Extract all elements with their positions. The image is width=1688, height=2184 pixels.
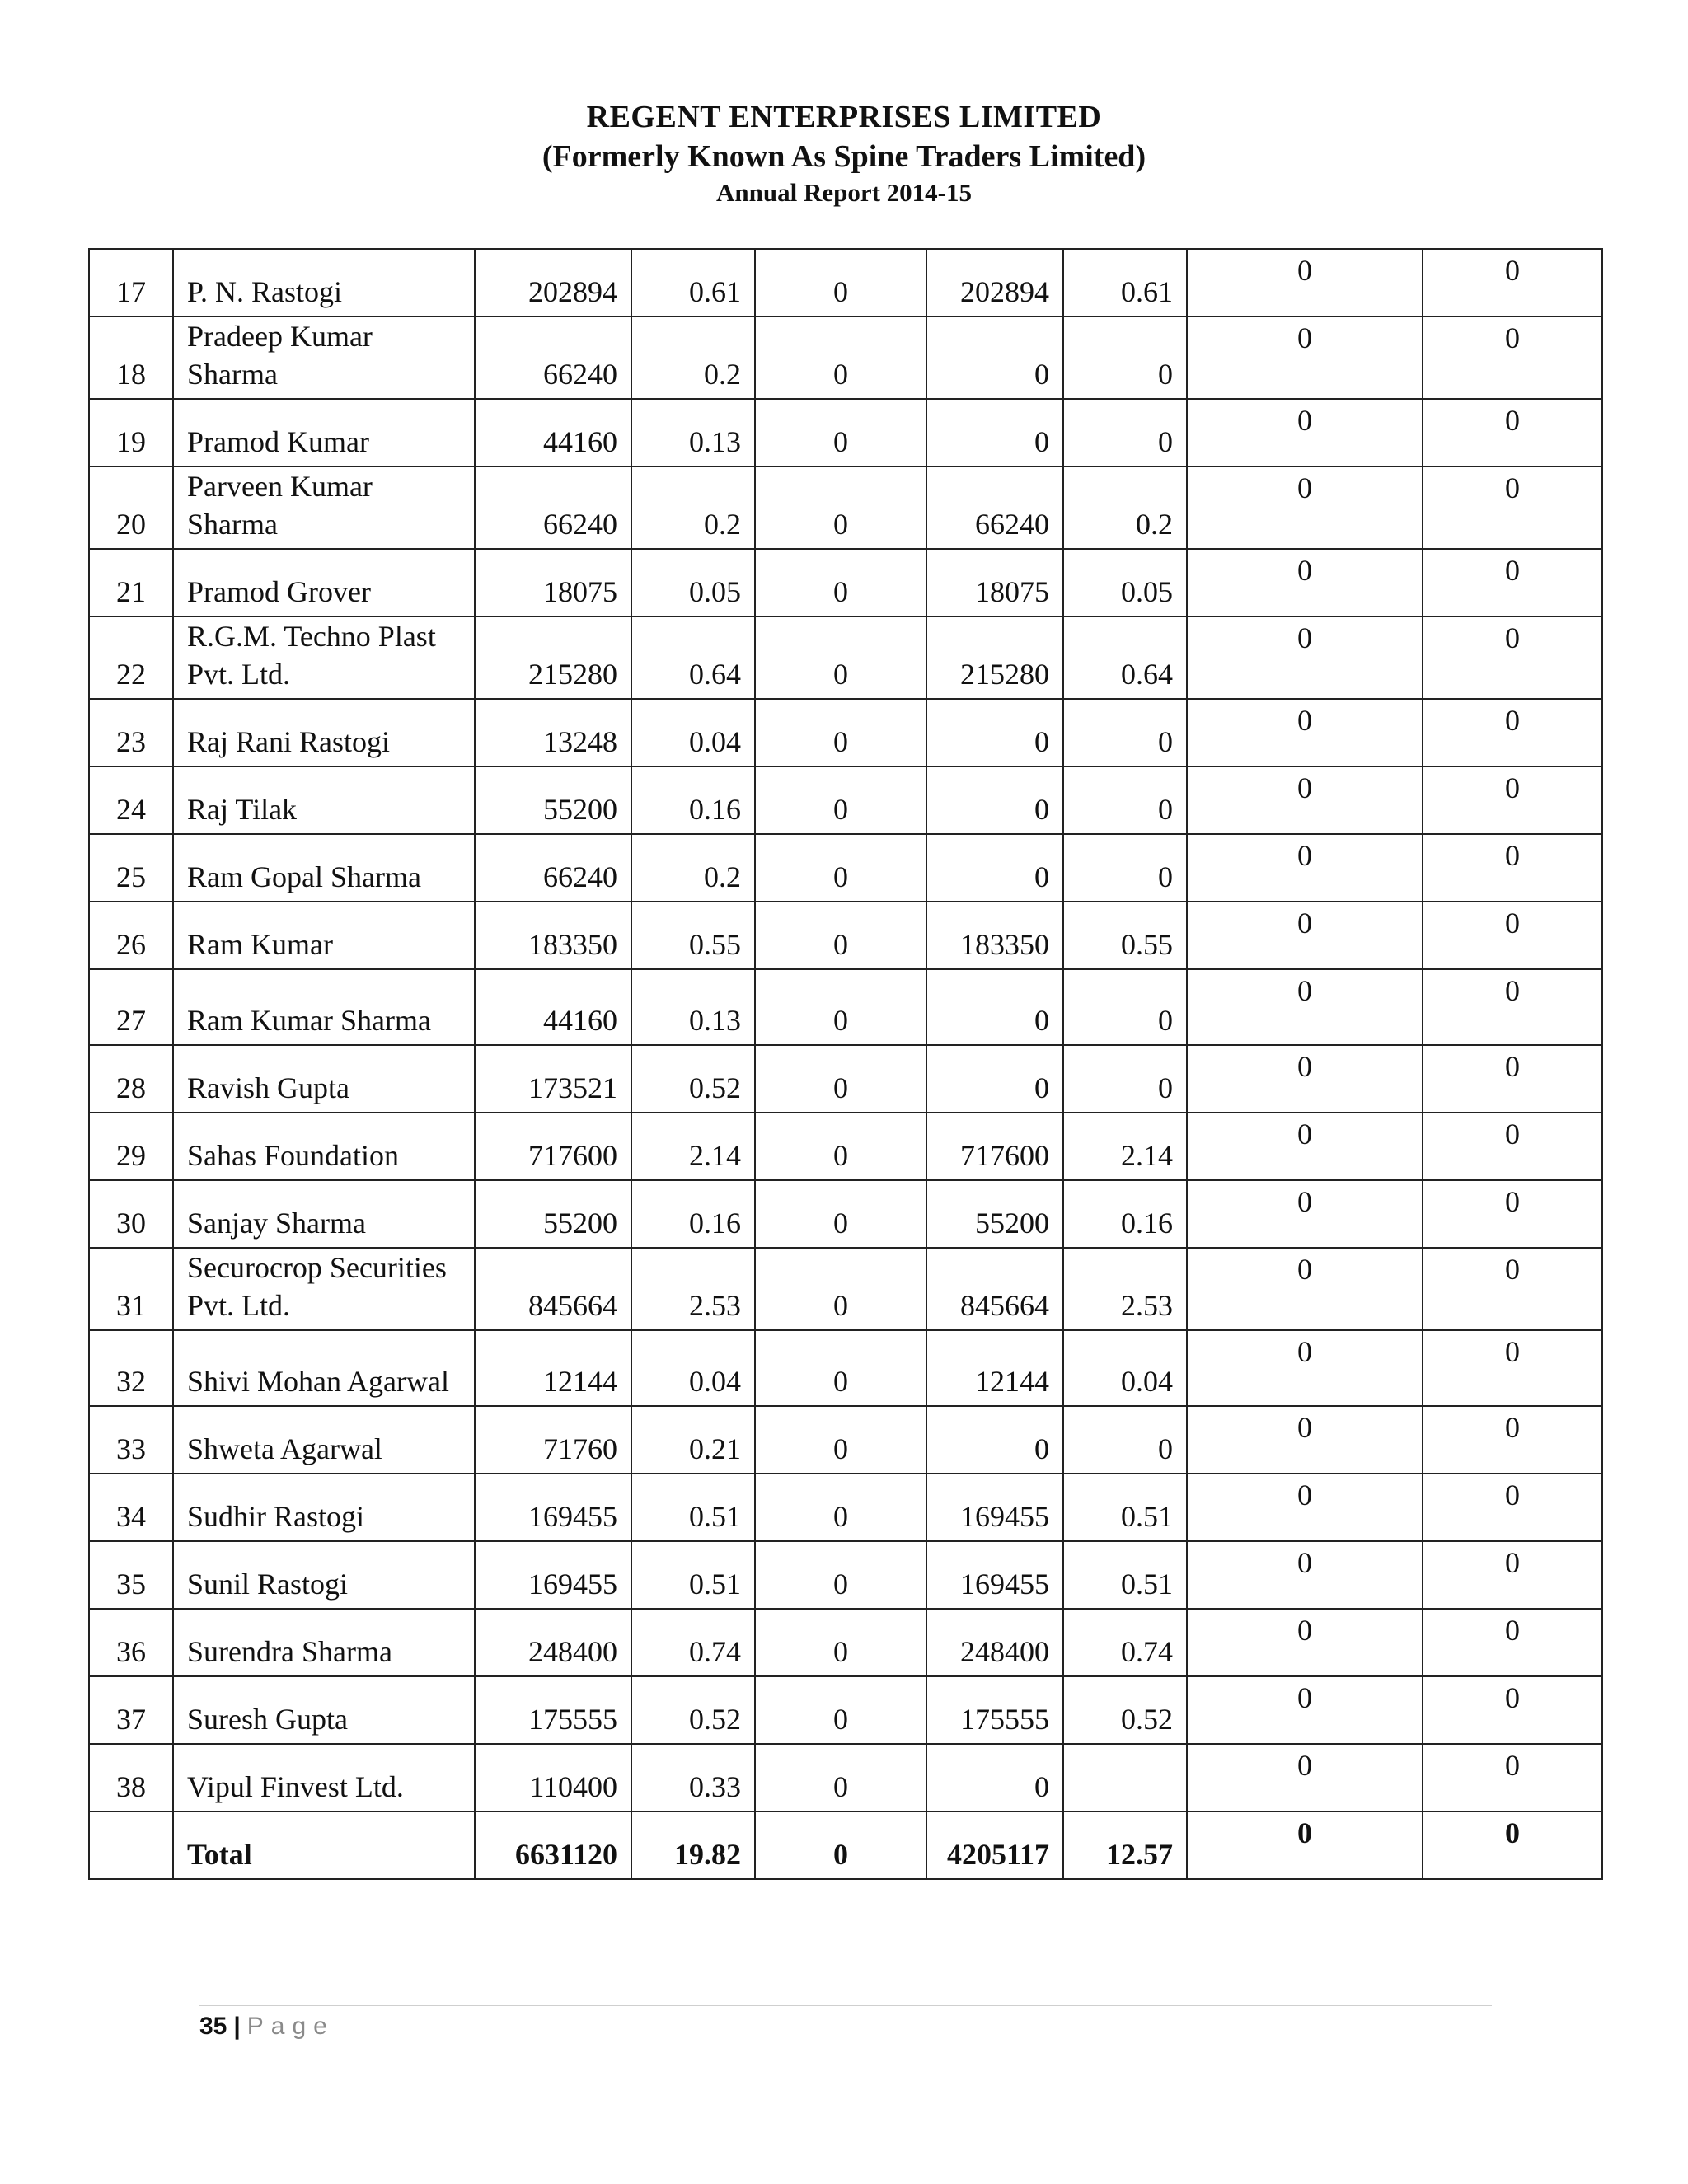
shares-held-cell: 71760	[475, 1406, 631, 1474]
change-percent-cell: 0	[1423, 249, 1602, 316]
percent-shares-cell: 0.16	[631, 766, 755, 834]
percent-shares-cell: 0.2	[631, 834, 755, 902]
table-row	[89, 249, 1602, 316]
page-number: 35	[199, 2013, 227, 2040]
shareholder-name-cell: Total	[173, 1811, 475, 1879]
pledged-end-cell: 0	[1187, 969, 1423, 1045]
shares-end-cell: 248400	[926, 1609, 1063, 1676]
serial-number-cell: 33	[89, 1406, 173, 1474]
shares-held-cell: 110400	[475, 1744, 631, 1811]
percent-shares-cell: 0.52	[631, 1676, 755, 1744]
shareholder-name-cell: Pramod Kumar	[173, 399, 475, 466]
shares-end-cell: 0	[926, 699, 1063, 766]
pledged-shares-cell: 0	[755, 766, 926, 834]
percent-shares-cell: 0.13	[631, 969, 755, 1045]
percent-shares-cell: 0.2	[631, 316, 755, 399]
change-percent-cell: 0	[1423, 1676, 1602, 1744]
percent-end-cell: 0.04	[1063, 1330, 1187, 1406]
percent-end-cell: 0.05	[1063, 549, 1187, 616]
percent-shares-cell: 2.53	[631, 1248, 755, 1330]
pledged-shares-cell: 0	[755, 249, 926, 316]
shares-held-cell: 55200	[475, 1180, 631, 1248]
percent-end-cell: 0	[1063, 316, 1187, 399]
shares-end-cell: 0	[926, 1406, 1063, 1474]
shares-end-cell: 215280	[926, 616, 1063, 699]
shares-end-cell: 0	[926, 316, 1063, 399]
pledged-end-cell: 0	[1187, 1180, 1423, 1248]
percent-shares-cell: 0.21	[631, 1406, 755, 1474]
percent-end-cell: 2.53	[1063, 1248, 1187, 1330]
shares-held-cell: 169455	[475, 1541, 631, 1609]
percent-shares-cell: 0.51	[631, 1474, 755, 1541]
pledged-end-cell: 0	[1187, 1406, 1423, 1474]
pledged-end-cell: 0	[1187, 1609, 1423, 1676]
percent-shares-cell: 0.74	[631, 1609, 755, 1676]
change-percent-cell: 0	[1423, 902, 1602, 969]
table-row	[89, 902, 1602, 969]
shareholder-name-cell: Sanjay Sharma	[173, 1180, 475, 1248]
shares-held-cell: 18075	[475, 549, 631, 616]
percent-shares-cell: 0.16	[631, 1180, 755, 1248]
change-percent-cell: 0	[1423, 1180, 1602, 1248]
percent-end-cell: 0	[1063, 834, 1187, 902]
serial-number-cell: 18	[89, 316, 173, 399]
table-row	[89, 1330, 1602, 1406]
pledged-shares-cell: 0	[755, 466, 926, 549]
page-footer	[199, 2013, 335, 2041]
percent-shares-cell: 0.64	[631, 616, 755, 699]
percent-shares-cell: 2.14	[631, 1113, 755, 1180]
percent-shares-cell: 0.52	[631, 1045, 755, 1113]
change-percent-cell: 0	[1423, 399, 1602, 466]
shares-held-cell: 175555	[475, 1676, 631, 1744]
shares-held-cell: 66240	[475, 834, 631, 902]
shares-held-cell: 173521	[475, 1045, 631, 1113]
change-percent-cell: 0	[1423, 466, 1602, 549]
change-percent-cell: 0	[1423, 1330, 1602, 1406]
shares-end-cell: 66240	[926, 466, 1063, 549]
page-separator: |	[233, 2013, 241, 2040]
table-row	[89, 1248, 1602, 1330]
change-percent-cell: 0	[1423, 616, 1602, 699]
pledged-shares-cell: 0	[755, 1609, 926, 1676]
shares-held-cell: 202894	[475, 249, 631, 316]
change-percent-cell: 0	[1423, 1811, 1602, 1879]
report-header	[0, 97, 1688, 209]
percent-end-cell: 2.14	[1063, 1113, 1187, 1180]
shares-end-cell: 717600	[926, 1113, 1063, 1180]
serial-number-cell: 19	[89, 399, 173, 466]
pledged-end-cell: 0	[1187, 766, 1423, 834]
serial-number-cell: 30	[89, 1180, 173, 1248]
serial-number-cell: 35	[89, 1541, 173, 1609]
shares-end-cell: 169455	[926, 1474, 1063, 1541]
company-title: REGENT ENTERPRISES LIMITED	[586, 100, 1102, 134]
table-row	[89, 699, 1602, 766]
serial-number-cell: 28	[89, 1045, 173, 1113]
change-percent-cell: 0	[1423, 549, 1602, 616]
pledged-shares-cell: 0	[755, 316, 926, 399]
percent-end-cell: 0.16	[1063, 1180, 1187, 1248]
shareholder-name-cell: Raj Rani Rastogi	[173, 699, 475, 766]
pledged-shares-cell: 0	[755, 1744, 926, 1811]
serial-number-cell: 36	[89, 1609, 173, 1676]
percent-shares-cell: 0.61	[631, 249, 755, 316]
pledged-shares-cell: 0	[755, 699, 926, 766]
pledged-end-cell: 0	[1187, 549, 1423, 616]
pledged-end-cell: 0	[1187, 316, 1423, 399]
shares-held-cell: 248400	[475, 1609, 631, 1676]
percent-shares-cell: 0.05	[631, 549, 755, 616]
change-percent-cell: 0	[1423, 1045, 1602, 1113]
percent-end-cell: 0.51	[1063, 1474, 1187, 1541]
pledged-shares-cell: 0	[755, 1045, 926, 1113]
change-percent-cell: 0	[1423, 316, 1602, 399]
serial-number-cell: 22	[89, 616, 173, 699]
pledged-end-cell: 0	[1187, 1113, 1423, 1180]
percent-shares-cell: 0.2	[631, 466, 755, 549]
shares-held-cell: 183350	[475, 902, 631, 969]
percent-shares-cell: 19.82	[631, 1811, 755, 1879]
pledged-shares-cell: 0	[755, 1811, 926, 1879]
shareholding-table	[88, 248, 1603, 1880]
percent-end-cell: 12.57	[1063, 1811, 1187, 1879]
pledged-shares-cell: 0	[755, 616, 926, 699]
shareholder-name-cell: Ram Kumar	[173, 902, 475, 969]
percent-end-cell: 0.55	[1063, 902, 1187, 969]
serial-number-cell: 21	[89, 549, 173, 616]
percent-shares-cell: 0.33	[631, 1744, 755, 1811]
shareholder-name-cell: Shivi Mohan Agarwal	[173, 1330, 475, 1406]
table-row	[89, 1180, 1602, 1248]
percent-end-cell: 0	[1063, 1045, 1187, 1113]
pledged-shares-cell: 0	[755, 1248, 926, 1330]
pledged-end-cell: 0	[1187, 1045, 1423, 1113]
pledged-shares-cell: 0	[755, 1330, 926, 1406]
pledged-end-cell: 0	[1187, 834, 1423, 902]
pledged-end-cell: 0	[1187, 1811, 1423, 1879]
change-percent-cell: 0	[1423, 1744, 1602, 1811]
change-percent-cell: 0	[1423, 1474, 1602, 1541]
pledged-shares-cell: 0	[755, 902, 926, 969]
serial-number-cell: 17	[89, 249, 173, 316]
change-percent-cell: 0	[1423, 699, 1602, 766]
shareholder-name-cell: Ram Gopal Sharma	[173, 834, 475, 902]
page-label: Page	[246, 2013, 335, 2040]
pledged-shares-cell: 0	[755, 549, 926, 616]
shares-end-cell: 0	[926, 1045, 1063, 1113]
change-percent-cell: 0	[1423, 1113, 1602, 1180]
shareholder-name-cell: Ram Kumar Sharma	[173, 969, 475, 1045]
percent-shares-cell: 0.04	[631, 1330, 755, 1406]
shareholder-name-cell: Parveen Kumar Sharma	[173, 466, 475, 549]
table-row	[89, 766, 1602, 834]
shareholder-name-cell: Pramod Grover	[173, 549, 475, 616]
shareholder-name-cell: R.G.M. Techno Plast Pvt. Ltd.	[173, 616, 475, 699]
table-row	[89, 969, 1602, 1045]
pledged-end-cell: 0	[1187, 902, 1423, 969]
footer-divider	[199, 2005, 1492, 2006]
serial-number-cell: 34	[89, 1474, 173, 1541]
shares-end-cell: 12144	[926, 1330, 1063, 1406]
shares-end-cell: 18075	[926, 549, 1063, 616]
shares-end-cell: 175555	[926, 1676, 1063, 1744]
pledged-shares-cell: 0	[755, 1180, 926, 1248]
pledged-end-cell: 0	[1187, 399, 1423, 466]
serial-number-cell: 23	[89, 699, 173, 766]
change-percent-cell: 0	[1423, 834, 1602, 902]
shareholder-name-cell: P. N. Rastogi	[173, 249, 475, 316]
table-row	[89, 399, 1602, 466]
pledged-end-cell: 0	[1187, 699, 1423, 766]
serial-number-cell: 27	[89, 969, 173, 1045]
shares-held-cell: 66240	[475, 316, 631, 399]
percent-shares-cell: 0.55	[631, 902, 755, 969]
percent-end-cell: 0	[1063, 969, 1187, 1045]
pledged-end-cell: 0	[1187, 616, 1423, 699]
pledged-end-cell: 0	[1187, 1744, 1423, 1811]
table-body	[89, 249, 1602, 1879]
shares-held-cell: 12144	[475, 1330, 631, 1406]
change-percent-cell: 0	[1423, 1541, 1602, 1609]
report-name: Annual Report 2014-15	[715, 178, 972, 207]
percent-end-cell: 0.52	[1063, 1676, 1187, 1744]
table-row	[89, 1406, 1602, 1474]
table-row	[89, 1676, 1602, 1744]
change-percent-cell: 0	[1423, 1406, 1602, 1474]
shares-held-cell: 215280	[475, 616, 631, 699]
shares-end-cell: 202894	[926, 249, 1063, 316]
shares-held-cell: 44160	[475, 969, 631, 1045]
pledged-end-cell: 0	[1187, 1330, 1423, 1406]
table-row	[89, 616, 1602, 699]
percent-shares-cell: 0.51	[631, 1541, 755, 1609]
percent-end-cell: 0.74	[1063, 1609, 1187, 1676]
pledged-shares-cell: 0	[755, 1676, 926, 1744]
percent-end-cell: 0.64	[1063, 616, 1187, 699]
shares-end-cell: 183350	[926, 902, 1063, 969]
shares-end-cell: 0	[926, 834, 1063, 902]
percent-shares-cell: 0.04	[631, 699, 755, 766]
serial-number-cell: 31	[89, 1248, 173, 1330]
shareholder-name-cell: Surendra Sharma	[173, 1609, 475, 1676]
pledged-shares-cell: 0	[755, 969, 926, 1045]
table-row	[89, 1045, 1602, 1113]
pledged-shares-cell: 0	[755, 1474, 926, 1541]
percent-end-cell: 0	[1063, 399, 1187, 466]
serial-number-cell: 20	[89, 466, 173, 549]
pledged-shares-cell: 0	[755, 1406, 926, 1474]
shares-held-cell: 845664	[475, 1248, 631, 1330]
pledged-end-cell: 0	[1187, 1541, 1423, 1609]
pledged-shares-cell: 0	[755, 834, 926, 902]
table-row	[89, 549, 1602, 616]
table-row	[89, 1113, 1602, 1180]
shares-held-cell: 66240	[475, 466, 631, 549]
shares-end-cell: 0	[926, 969, 1063, 1045]
shares-held-cell: 13248	[475, 699, 631, 766]
percent-end-cell: 0.51	[1063, 1541, 1187, 1609]
table-row	[89, 1541, 1602, 1609]
company-former-name: (Formerly Known As Spine Traders Limited)	[542, 139, 1146, 174]
percent-end-cell: 0	[1063, 766, 1187, 834]
percent-end-cell	[1063, 1744, 1187, 1811]
percent-end-cell: 0.2	[1063, 466, 1187, 549]
shareholder-name-cell: Shweta Agarwal	[173, 1406, 475, 1474]
pledged-end-cell: 0	[1187, 1474, 1423, 1541]
shareholder-name-cell: Suresh Gupta	[173, 1676, 475, 1744]
shares-end-cell: 0	[926, 766, 1063, 834]
percent-end-cell: 0	[1063, 699, 1187, 766]
pledged-shares-cell: 0	[755, 1113, 926, 1180]
shares-held-cell: 717600	[475, 1113, 631, 1180]
shareholder-name-cell: Sahas Foundation	[173, 1113, 475, 1180]
table-row	[89, 834, 1602, 902]
table-row	[89, 316, 1602, 399]
shares-end-cell: 0	[926, 399, 1063, 466]
shareholder-name-cell: Vipul Finvest Ltd.	[173, 1744, 475, 1811]
serial-number-cell: 32	[89, 1330, 173, 1406]
pledged-shares-cell: 0	[755, 399, 926, 466]
shares-end-cell: 845664	[926, 1248, 1063, 1330]
serial-number-cell: 29	[89, 1113, 173, 1180]
table-row	[89, 1609, 1602, 1676]
shares-end-cell: 55200	[926, 1180, 1063, 1248]
percent-end-cell: 0.61	[1063, 249, 1187, 316]
pledged-shares-cell: 0	[755, 1541, 926, 1609]
shares-held-cell: 44160	[475, 399, 631, 466]
shareholder-name-cell: Ravish Gupta	[173, 1045, 475, 1113]
change-percent-cell: 0	[1423, 1609, 1602, 1676]
shareholder-name-cell: Sunil Rastogi	[173, 1541, 475, 1609]
shareholder-name-cell: Raj Tilak	[173, 766, 475, 834]
percent-shares-cell: 0.13	[631, 399, 755, 466]
serial-number-cell: 26	[89, 902, 173, 969]
shares-held-cell: 6631120	[475, 1811, 631, 1879]
serial-number-cell: 25	[89, 834, 173, 902]
table-row	[89, 466, 1602, 549]
shares-end-cell: 0	[926, 1744, 1063, 1811]
pledged-end-cell: 0	[1187, 466, 1423, 549]
table-row	[89, 1474, 1602, 1541]
shareholder-name-cell: Securocrop Securities Pvt. Ltd.	[173, 1248, 475, 1330]
total-row	[89, 1811, 1602, 1879]
shareholder-name-cell: Sudhir Rastogi	[173, 1474, 475, 1541]
pledged-end-cell: 0	[1187, 1676, 1423, 1744]
percent-end-cell: 0	[1063, 1406, 1187, 1474]
pledged-end-cell: 0	[1187, 249, 1423, 316]
change-percent-cell: 0	[1423, 766, 1602, 834]
shares-held-cell: 169455	[475, 1474, 631, 1541]
change-percent-cell: 0	[1423, 969, 1602, 1045]
pledged-end-cell: 0	[1187, 1248, 1423, 1330]
serial-number-cell: 24	[89, 766, 173, 834]
shares-end-cell: 4205117	[926, 1811, 1063, 1879]
shareholder-name-cell: Pradeep Kumar Sharma	[173, 316, 475, 399]
serial-number-cell: 37	[89, 1676, 173, 1744]
serial-number-cell: 38	[89, 1744, 173, 1811]
shares-end-cell: 169455	[926, 1541, 1063, 1609]
serial-number-cell	[89, 1811, 173, 1879]
change-percent-cell: 0	[1423, 1248, 1602, 1330]
table-row	[89, 1744, 1602, 1811]
shares-held-cell: 55200	[475, 766, 631, 834]
